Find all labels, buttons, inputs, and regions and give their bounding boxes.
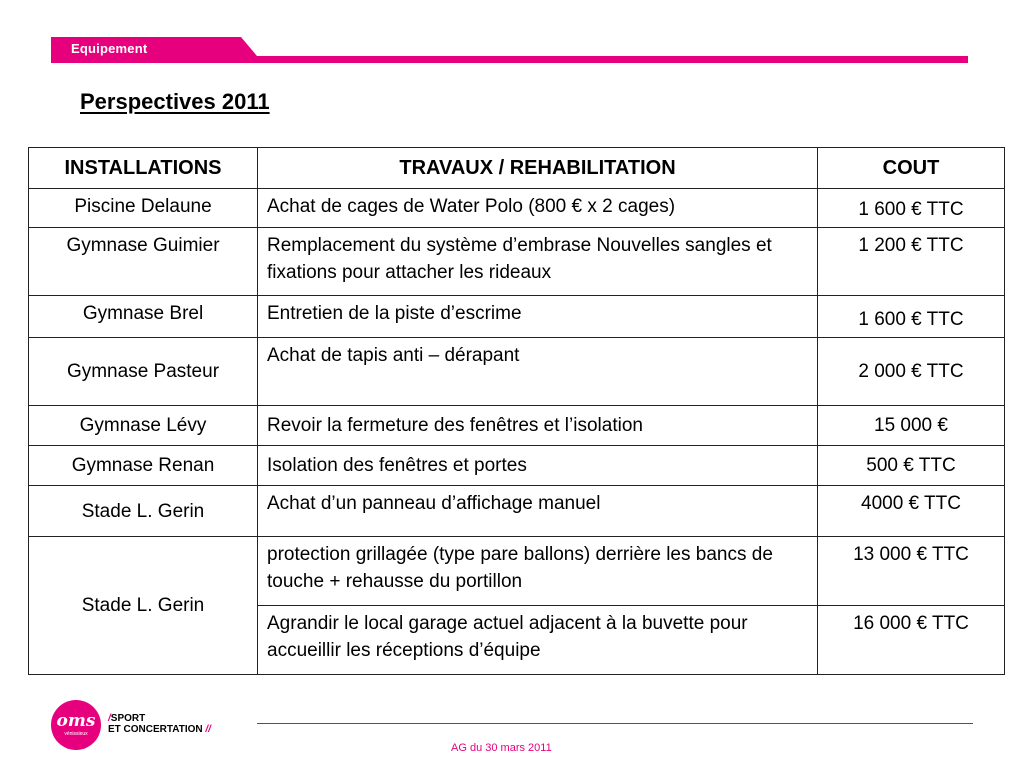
oms-logo xyxy=(51,700,101,750)
footer-divider xyxy=(257,723,973,724)
table-row xyxy=(29,228,1005,296)
footer-date: AG du 30 mars 2011 xyxy=(451,742,552,754)
header-band-shape xyxy=(51,37,968,63)
installation-cell: Piscine Delaune xyxy=(29,189,258,228)
page-title: Perspectives 2011 xyxy=(80,89,270,114)
travaux-cell: protection grillagée (type pare ballons) derrière les bancs de touche + rehausse du portillon xyxy=(258,537,818,606)
table-row xyxy=(29,338,1005,406)
installation-cell: Gymnase Lévy xyxy=(29,406,258,446)
table-row xyxy=(29,406,1005,446)
table-row xyxy=(29,446,1005,486)
cout-cell: 1 200 € TTC xyxy=(818,228,1005,296)
column-header-installations: INSTALLATIONS xyxy=(29,148,258,189)
section-label: Equipement xyxy=(71,41,148,56)
cout-cell: 2 000 € TTC xyxy=(818,338,1005,406)
brand-line-2: ET CONCERTATION xyxy=(108,724,203,735)
cout-cell: 1 600 € TTC xyxy=(818,189,1005,228)
table-row xyxy=(29,486,1005,537)
travaux-cell: Achat d’un panneau d’affichage manuel xyxy=(258,486,818,537)
table-row xyxy=(29,189,1005,228)
column-header-travaux: TRAVAUX / REHABILITATION xyxy=(258,148,818,189)
double-slash-icon: // xyxy=(205,724,211,735)
cout-cell: 1 600 € TTC xyxy=(818,296,1005,338)
cout-cell: 13 000 € TTC xyxy=(818,537,1005,606)
installation-cell: Stade L. Gerin xyxy=(29,537,258,675)
travaux-cell: Achat de tapis anti – dérapant xyxy=(258,338,818,406)
cout-cell: 500 € TTC xyxy=(818,446,1005,486)
cout-cell: 15 000 € xyxy=(818,406,1005,446)
travaux-cell: Achat de cages de Water Polo (800 € x 2 cages) xyxy=(258,189,818,228)
table-row xyxy=(29,296,1005,338)
equipment-table xyxy=(28,147,1005,675)
travaux-cell: Isolation des fenêtres et portes xyxy=(258,446,818,486)
travaux-cell: Agrandir le local garage actuel adjacent à la buvette pour accueillir les réceptions d’équipe xyxy=(258,606,818,675)
travaux-cell: Remplacement du système d’embrase Nouvelles sangles et fixations pour attacher les rideaux xyxy=(258,228,818,296)
cout-cell: 16 000 € TTC xyxy=(818,606,1005,675)
installation-cell: Gymnase Brel xyxy=(29,296,258,338)
installation-cell: Gymnase Renan xyxy=(29,446,258,486)
logo-subtext: vénissieux xyxy=(64,731,88,737)
travaux-cell: Revoir la fermeture des fenêtres et l’isolation xyxy=(258,406,818,446)
table-header-row xyxy=(29,148,1005,189)
table-row xyxy=(29,537,1005,606)
logo-text: oms xyxy=(56,711,96,731)
installation-cell: Gymnase Pasteur xyxy=(29,338,258,406)
cout-cell: 4000 € TTC xyxy=(818,486,1005,537)
section-header-band xyxy=(51,37,968,63)
installation-cell: Stade L. Gerin xyxy=(29,486,258,537)
brand-tagline xyxy=(108,713,211,735)
installation-cell: Gymnase Guimier xyxy=(29,228,258,296)
travaux-cell: Entretien de la piste d’escrime xyxy=(258,296,818,338)
slash-icon: / xyxy=(108,713,111,724)
brand-line-1: SPORT xyxy=(110,713,146,724)
column-header-cout: COUT xyxy=(818,148,1005,189)
